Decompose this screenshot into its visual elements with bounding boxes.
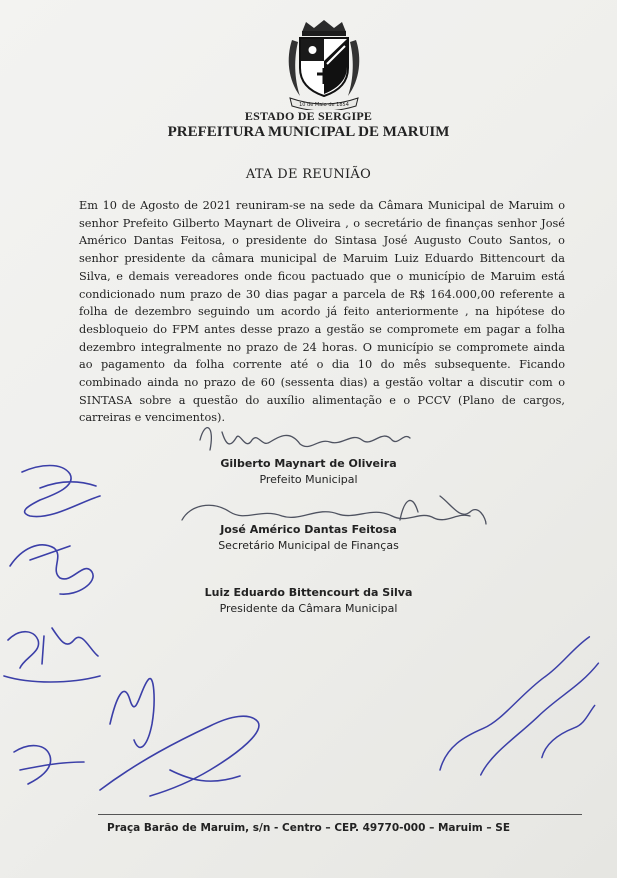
signature-block-finance — [0, 522, 617, 554]
signatory-role: Secretário Municipal de Finanças — [218, 539, 399, 552]
margin-signature-3 — [4, 628, 100, 682]
signatory-name: Gilberto Maynart de Oliveira — [220, 457, 397, 470]
signature-block-council — [0, 585, 617, 617]
signatory-role: Presidente da Câmara Municipal — [219, 602, 398, 615]
signatory-name: Luiz Eduardo Bittencourt da Silva — [204, 586, 413, 599]
state-heading: ESTADO DE SERGIPE — [244, 109, 373, 123]
margin-signature-5 — [14, 746, 84, 784]
finance-signature — [182, 496, 486, 524]
footer-divider — [98, 814, 582, 815]
prefeitura-heading: PREFEITURA MUNICIPAL DE MARUIM — [167, 124, 450, 140]
margin-signature-4 — [110, 679, 154, 748]
svg-text:10 de Maio de 1854: 10 de Maio de 1854 — [299, 102, 349, 108]
footer-address: Praça Barão de Maruim, s/n - Centro – CEP. 49770-000 – Maruim – SE — [107, 822, 510, 834]
signatory-name: José Américo Dantas Feitosa — [220, 523, 397, 536]
minutes-body: Em 10 de Agosto de 2021 reuniram-se na sede da Câmara Municipal de Maruim o senhor Prefeito Gilberto Maynart de Oliveira , o secretário de finanças senhor José Américo Dantas Feitosa, o presidente do Sintasa José Augusto Couto Santos, o senhor presidente da câmara municipal de Maruim Luiz Eduardo Bittencourt da Silva, e demais vereadores onde ficou pactuado que o município de Maruim está condicionado num prazo de 30 dias pagar a parcela de R$ 164.000,00 referente a folha de dezembro seguindo um acordo já feito anteriormente , na hipótese do desbloqueio do FPM antes desse prazo a gestão se compromete em pagar a folha dezembro integralmente no prazo de 24 horas. O município se compromete ainda ao pagamento da folha corrente até o dia 10 do mês subsequente. Ficando combinado ainda no prazo de 60 (sessenta dias) a gestão voltar a discutir com o SINTASA sobre a questão do auxílio alimentação e o PCCV (Plano de cargos, carreiras e vencimentos). — [79, 199, 565, 425]
municipal-crest-icon — [284, 18, 364, 110]
received-note — [434, 634, 617, 813]
signature-block-mayor — [0, 456, 617, 488]
document-title: ATA DE REUNIÃO — [245, 167, 372, 182]
signatory-role: Prefeito Municipal — [259, 473, 358, 486]
mayor-signature — [200, 428, 410, 450]
margin-signature-6 — [100, 716, 259, 796]
